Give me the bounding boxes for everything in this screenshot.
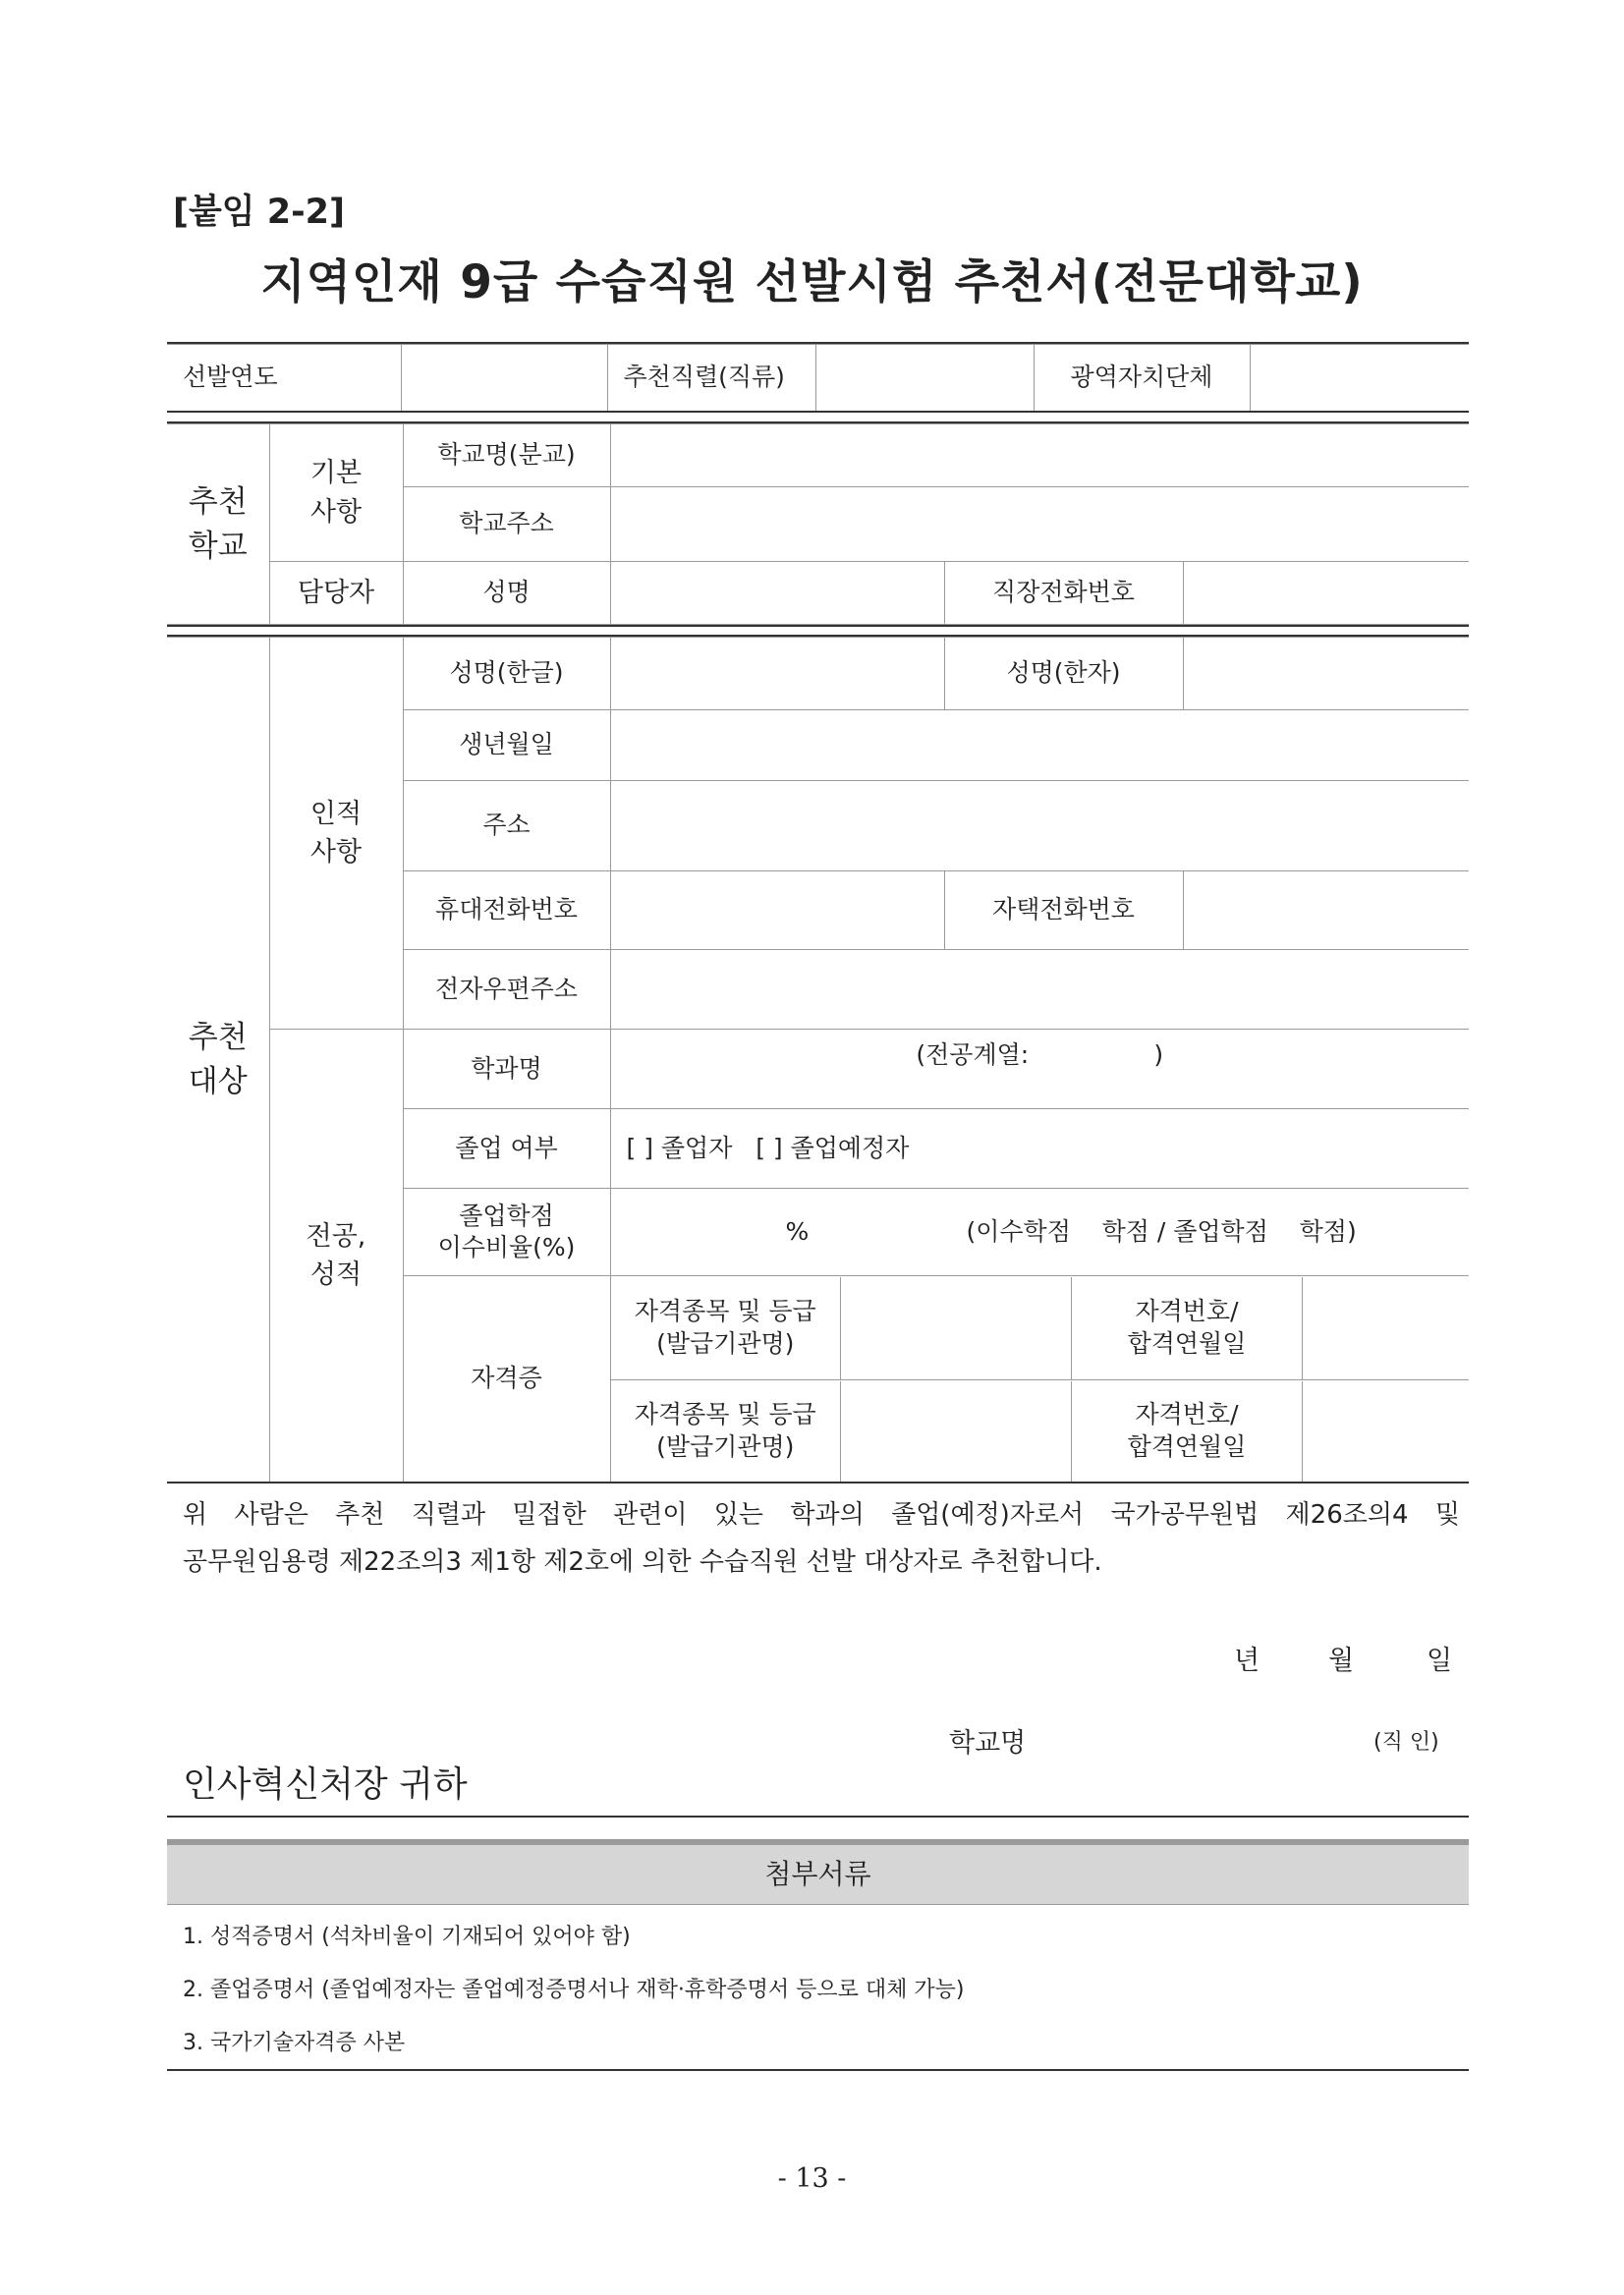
input-cert-item[interactable] — [841, 1277, 1072, 1379]
subsection-basic: 기본 사항 — [269, 424, 403, 562]
input-cert-item[interactable] — [841, 1381, 1072, 1482]
input-email[interactable] — [610, 950, 1469, 1030]
subsection-personal: 인적 사항 — [269, 638, 403, 1030]
candidate-table — [167, 637, 1469, 1483]
label-office-phone: 직장전화번호 — [944, 562, 1183, 625]
label-home-phone: 자택전화번호 — [944, 871, 1183, 950]
label-cert: 자격증 — [403, 1276, 610, 1483]
rule — [167, 1482, 1469, 1483]
subsection-major-grade: 전공, 성적 — [269, 1030, 403, 1483]
input-name-kr[interactable] — [610, 638, 944, 710]
label-region: 광역자치단체 — [1034, 345, 1250, 412]
date-day: 일 — [1427, 1646, 1453, 1676]
rule — [167, 2069, 1469, 2071]
input-name-hanja[interactable] — [1183, 638, 1469, 710]
school-name-signature: 학교명 — [949, 1728, 1027, 1759]
label-email: 전자우편주소 — [403, 950, 610, 1030]
input-home-phone[interactable] — [1183, 871, 1469, 950]
page-number: - 13 - — [777, 2163, 847, 2194]
label-name-hanja: 성명(한자) — [944, 638, 1183, 710]
credit-detail: (이수학점 학점 / 졸업학점 학점) — [966, 1217, 1357, 1246]
rule — [167, 1904, 1469, 1905]
grad-status-options[interactable]: [ ] 졸업자 [ ] 졸업예정자 — [610, 1109, 1469, 1189]
input-school-name[interactable] — [610, 424, 1469, 487]
date-month: 월 — [1328, 1646, 1355, 1676]
page-title: 지역인재 9급 수습직원 선발시험 추천서(전문대학교) — [260, 255, 1364, 309]
section-school: 추천 학교 — [167, 424, 269, 625]
statement-line-1: 위 사람은 추천 직렬과 밀접한 관련이 있는 학과의 졸업(예정)자로서 국가공무원법 제26조의4 및 — [183, 1500, 1460, 1530]
input-cert-number[interactable] — [1303, 1277, 1470, 1379]
official-seal: (직 인) — [1373, 1730, 1439, 1755]
input-office-phone[interactable] — [1183, 562, 1469, 625]
cert-row-2 — [610, 1380, 1469, 1483]
attachments-header: 첨부서류 — [167, 1839, 1469, 1904]
section-candidate: 추천 대상 — [167, 638, 269, 1483]
rule — [167, 411, 1469, 413]
label-cert-item: 자격종목 및 등급 (발급기관명) — [611, 1277, 841, 1379]
attachment-item: 2. 졸업증명서 (졸업예정자는 졸업예정증명서나 재학·휴학증명서 등으로 대체 가능) — [183, 1978, 965, 2002]
label-school-name: 학교명(분교) — [403, 424, 610, 487]
label-position: 추천직렬(직류) — [607, 345, 815, 412]
input-region[interactable] — [1250, 345, 1469, 412]
label-dept: 학과명 — [403, 1030, 610, 1109]
input-person-name[interactable] — [610, 562, 944, 625]
input-credit-ratio[interactable] — [610, 1189, 1469, 1276]
label-year: 선발연도 — [167, 345, 401, 412]
input-cert-number[interactable] — [1303, 1381, 1470, 1482]
attachment-item: 1. 성적증명서 (석차비율이 기재되어 있어야 함) — [183, 1925, 631, 1949]
percent-sign: % — [785, 1217, 810, 1246]
label-school-address: 학교주소 — [403, 487, 610, 562]
label-cert-item: 자격종목 및 등급 (발급기관명) — [611, 1381, 841, 1482]
input-birth[interactable] — [610, 710, 1469, 781]
input-position[interactable] — [815, 345, 1034, 412]
label-birth: 생년월일 — [403, 710, 610, 781]
attachment-label: [붙임 2-2] — [173, 193, 346, 232]
label-credit-ratio: 졸업학점 이수비율(%) — [403, 1189, 610, 1276]
date-year: 년 — [1234, 1646, 1260, 1676]
label-address: 주소 — [403, 781, 610, 871]
school-table — [167, 423, 1469, 625]
rule — [167, 625, 1469, 627]
input-year[interactable] — [401, 345, 607, 412]
label-person-name: 성명 — [403, 562, 610, 625]
addressee: 인사혁신처장 귀하 — [183, 1764, 468, 1805]
attachment-item: 3. 국가기술자격증 사본 — [183, 2031, 406, 2055]
label-name-kr: 성명(한글) — [403, 638, 610, 710]
input-mobile[interactable] — [610, 871, 944, 950]
input-school-address[interactable] — [610, 487, 1469, 562]
label-contact: 담당자 — [269, 562, 403, 625]
label-cert-number: 자격번호/ 합격연월일 — [1072, 1381, 1303, 1482]
input-major-field[interactable]: (전공계열: ) — [610, 1030, 1469, 1109]
cert-row-1 — [610, 1276, 1469, 1380]
label-cert-number: 자격번호/ 합격연월일 — [1072, 1277, 1303, 1379]
rule — [167, 1816, 1469, 1818]
statement-line-2: 공무원임용령 제22조의3 제1항 제2호에 의한 수습직원 선발 대상자로 추천합니다. — [183, 1547, 1102, 1577]
top-info-table — [167, 344, 1469, 412]
input-address[interactable] — [610, 781, 1469, 871]
label-mobile: 휴대전화번호 — [403, 871, 610, 950]
label-grad-status: 졸업 여부 — [403, 1109, 610, 1189]
